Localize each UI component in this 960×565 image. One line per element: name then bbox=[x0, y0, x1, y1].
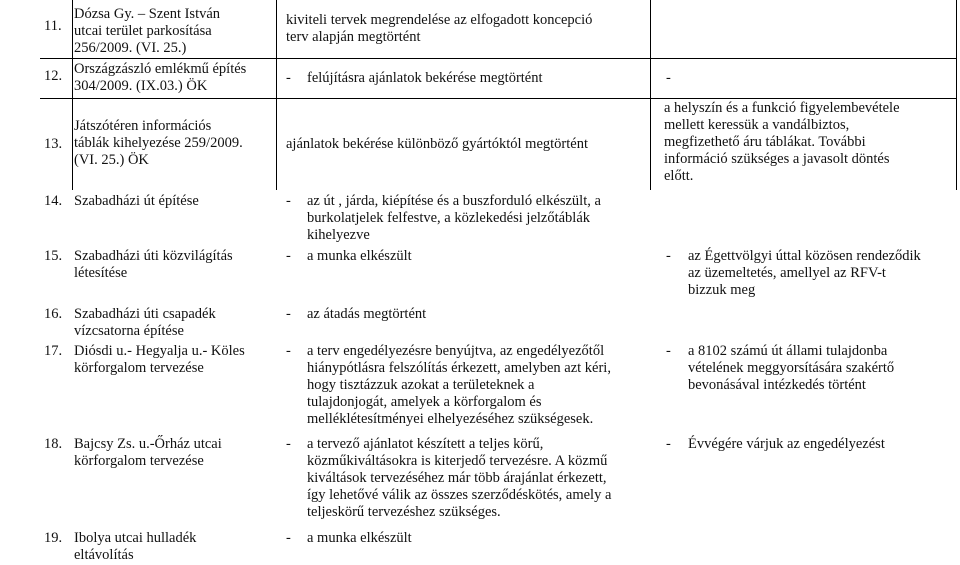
column-divider bbox=[72, 0, 73, 190]
status-dash: - bbox=[286, 530, 291, 546]
note-dash: - bbox=[666, 70, 671, 86]
item-status: ajánlatok bekérése különböző gyártóktól megtörtént bbox=[286, 136, 588, 152]
item-status: felújításra ajánlatok bekérése megtörtént bbox=[307, 70, 543, 86]
item-status: kiviteli tervek megrendelése az elfogadott koncepció terv alapján megtörtént bbox=[286, 12, 593, 45]
item-note: Évvégére várjuk az engedélyezést bbox=[688, 436, 885, 452]
note-dash: - bbox=[666, 436, 671, 452]
status-dash: - bbox=[286, 248, 291, 264]
row-number: 18. bbox=[44, 436, 63, 452]
row-divider bbox=[40, 58, 956, 59]
item-status: a munka elkészült bbox=[307, 248, 412, 264]
row-number: 11. bbox=[44, 18, 62, 34]
row-number: 16. bbox=[44, 306, 63, 322]
item-title: Országzászló emlékmű építés 304/2009. (IX.03.) ÖK bbox=[74, 61, 247, 94]
item-status: az út , járda, kiépítése és a buszforduló elkészült, a burkolatjelek felfestve, a közlekedési jelzőtáblák kihelyezve bbox=[307, 193, 601, 243]
item-title: Bajcsy Zs. u.-Őrház utcai körforgalom tervezése bbox=[74, 436, 222, 469]
item-status: a tervező ajánlatot készített a teljes körű, közműkiváltásokra is kiterjedő tervezésre. A közmű kiváltások tervezéséhez már több árajánlat érkezett, így lehetővé válik az összes szerződéskötés, amely a teljeskörű tervezéshez szükséges. bbox=[307, 436, 612, 520]
item-title: Szabadházi út építése bbox=[74, 193, 199, 209]
row-number: 14. bbox=[44, 193, 63, 209]
row-divider bbox=[40, 98, 956, 99]
row-number: 17. bbox=[44, 343, 63, 359]
item-title: Diósdi u.- Hegyalja u.- Köles körforgalom tervezése bbox=[74, 343, 245, 376]
item-note: az Égettvölgyi úttal közösen rendeződik az üzemeltetés, amellyel az RFV-t bizzuk meg bbox=[688, 248, 921, 298]
note-dash: - bbox=[666, 343, 671, 359]
item-title: Szabadházi úti közvilágítás létesítése bbox=[74, 248, 233, 281]
row-number: 15. bbox=[44, 248, 63, 264]
item-title: Ibolya utcai hulladék eltávolítás bbox=[74, 530, 197, 563]
status-dash: - bbox=[286, 306, 291, 322]
item-note: a 8102 számú út állami tulajdonba vételének meggyorsítására szakértő bevonásával intézkedés történt bbox=[688, 343, 895, 393]
item-note: a helyszín és a funkció figyelembevétele mellett keressük a vandálbiztos, megfizethető áru táblákat. További információ szükséges a javasolt döntés előtt. bbox=[664, 100, 900, 184]
row-number: 13. bbox=[44, 136, 63, 152]
column-divider bbox=[650, 0, 651, 190]
row-number: 19. bbox=[44, 530, 63, 546]
item-title: Szabadházi úti csapadék vízcsatorna építése bbox=[74, 306, 216, 339]
item-status: a munka elkészült bbox=[307, 530, 412, 546]
item-status: az átadás megtörtént bbox=[307, 306, 427, 322]
column-divider bbox=[956, 0, 957, 190]
note-dash: - bbox=[666, 248, 671, 264]
status-dash: - bbox=[286, 193, 291, 209]
status-dash: - bbox=[286, 436, 291, 452]
item-status: a terv engedélyezésre benyújtva, az engedélyezőtől hiánypótlásra felszólítás érkezett, amelyben azt kéri, hogy tisztázzuk azokat a területeknek a tulajdonjogát, amelyek a körforgalom és melléklétesítményei elhelyezéséhez szükségesek. bbox=[307, 343, 611, 427]
column-divider bbox=[276, 0, 277, 190]
item-title: Játszótéren információs táblák kihelyezése 259/2009. (VI. 25.) ÖK bbox=[74, 118, 243, 168]
row-number: 12. bbox=[44, 68, 63, 84]
status-dash: - bbox=[286, 70, 291, 86]
item-title: Dózsa Gy. – Szent István utcai terület parkosítása 256/2009. (VI. 25.) bbox=[74, 6, 221, 56]
status-dash: - bbox=[286, 343, 291, 359]
